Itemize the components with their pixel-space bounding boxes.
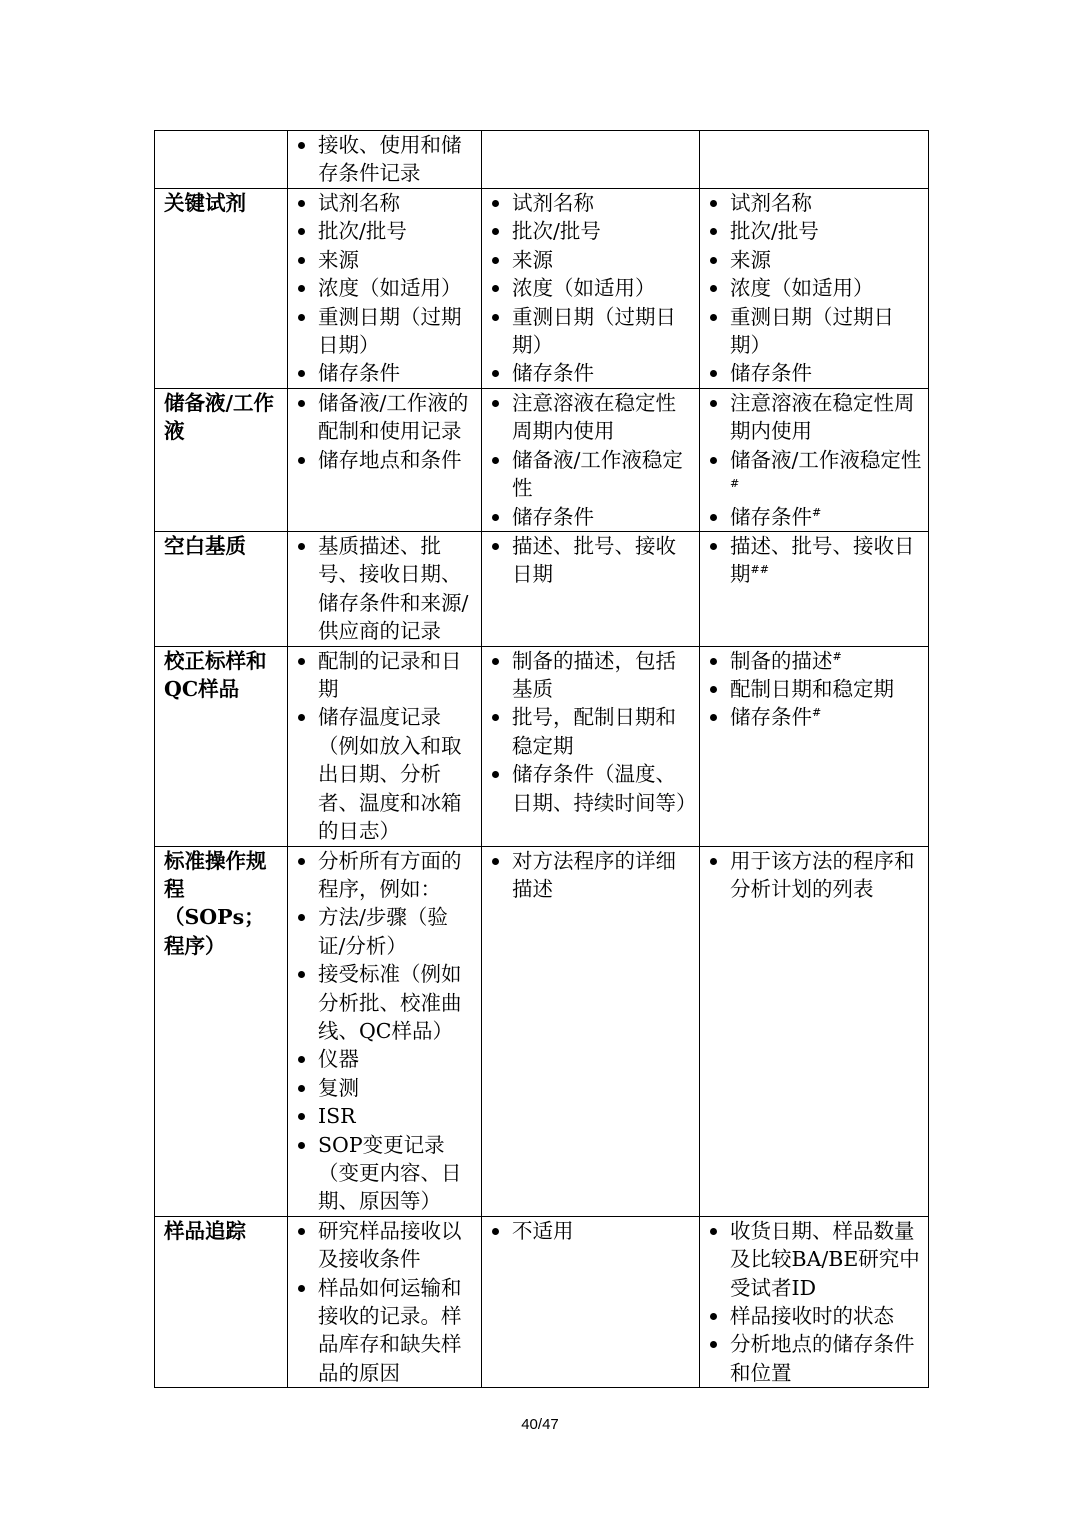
list-item (288, 131, 475, 188)
list-item (482, 847, 693, 904)
list-item (482, 217, 693, 245)
list-item-text: 样品接收时的状态 (730, 1304, 894, 1328)
list-item-text: 储存条件（温度、日期、持续时间等） (512, 762, 697, 815)
table-cell (482, 189, 700, 389)
bullet-list (700, 189, 922, 388)
list-item (700, 1217, 922, 1302)
page-number: 40/47 (521, 1416, 559, 1433)
list-item-text: 浓度（如适用） (318, 276, 462, 301)
list-item-text: 描述、批号、接收日期 (512, 534, 676, 587)
list-item-text: 研究样品接收以及接收条件 (318, 1218, 462, 1272)
bullet-list (482, 847, 693, 904)
table-row (155, 646, 929, 846)
row-label: 关键试剂 (155, 189, 288, 389)
list-item-text: 储存地点和条件 (318, 447, 462, 472)
table-cell (700, 846, 929, 1216)
list-item-text: 储存条件 (512, 361, 594, 386)
list-item-text: 试剂名称 (730, 191, 812, 215)
list-item (288, 303, 475, 360)
list-item (700, 246, 922, 274)
table-cell (482, 532, 700, 647)
list-item (700, 217, 922, 245)
list-item (482, 389, 693, 446)
footnote-marker: # (730, 477, 740, 491)
list-item (700, 189, 922, 217)
footnote-marker: # (832, 649, 842, 663)
list-item-text: 储存条件 (730, 504, 812, 529)
list-item-text: 储存温度记录（例如放入和取出日期、分析者、温度和冰箱的日志） (318, 705, 462, 844)
list-item (288, 1217, 475, 1274)
table-cell (700, 389, 929, 532)
list-item-text: 重测日期（过期日期） (512, 304, 676, 358)
bullet-list (482, 189, 693, 388)
list-item-text: 储存条件 (318, 361, 400, 386)
bullet-list (288, 389, 475, 474)
list-item (482, 189, 693, 217)
table-row (155, 131, 929, 189)
list-item (288, 1102, 475, 1130)
list-item-text: ISR (318, 1104, 356, 1129)
list-item (700, 847, 922, 904)
table-cell (700, 189, 929, 389)
list-item-text: 制备的描述 (730, 648, 833, 673)
list-item-text: 仪器 (318, 1047, 359, 1072)
table-row (155, 846, 929, 1216)
bullet-list (700, 647, 922, 732)
row-label (155, 131, 288, 189)
list-item (288, 847, 475, 904)
requirements-table (154, 130, 929, 1388)
list-item (288, 446, 475, 474)
table-row (155, 189, 929, 389)
table-cell (288, 646, 482, 846)
list-item (700, 503, 922, 531)
list-item-text: 储存条件 (730, 361, 812, 386)
list-item-text: 浓度（如适用） (730, 276, 874, 301)
bullet-list (482, 647, 697, 817)
list-item-text: 重测日期（过期日期） (318, 304, 462, 358)
list-item (700, 274, 922, 302)
row-label: 储备液/工作液 (155, 389, 288, 532)
list-item (700, 359, 922, 387)
list-item-text: 复测 (318, 1075, 359, 1100)
table-cell (482, 1216, 700, 1387)
list-item-text: 接收、使用和储存条件记录 (318, 133, 462, 186)
list-item-text: 来源 (512, 247, 553, 272)
list-item-text: 批号，配制日期和稳定期 (512, 705, 676, 758)
table-cell (288, 846, 482, 1216)
list-item (288, 647, 475, 704)
list-item (700, 1330, 922, 1387)
list-item-text: 分析所有方面的程序，例如： (318, 848, 462, 901)
table-cell (288, 189, 482, 389)
list-item-text: 接受标准（例如分析批、校准曲线、QC样品） (318, 962, 462, 1043)
list-item-text: 基质描述、批号、接收日期、储存条件和来源/供应商的记录 (318, 534, 469, 644)
list-item (482, 246, 693, 274)
list-item (288, 189, 475, 217)
list-item-text: 试剂名称 (318, 191, 400, 215)
list-item (288, 960, 475, 1045)
table-cell (700, 1216, 929, 1387)
list-item-text: 用于该方法的程序和分析计划的列表 (730, 848, 915, 901)
list-item (288, 217, 475, 245)
table-body (155, 131, 929, 1388)
table-cell (482, 131, 700, 189)
list-item (288, 274, 475, 302)
row-label: 样品追踪 (155, 1216, 288, 1387)
list-item-text: 配制日期和稳定期 (730, 677, 894, 702)
list-item-text: 来源 (318, 247, 359, 272)
table-cell (482, 646, 700, 846)
list-item-text: 收货日期、样品数量及比较BA/BE研究中受试者ID (730, 1218, 920, 1300)
list-item (482, 703, 693, 760)
list-item (288, 389, 475, 446)
list-item (288, 903, 475, 960)
table-row (155, 389, 929, 532)
list-item-text: 储存条件 (730, 705, 812, 730)
table-row (155, 532, 929, 647)
list-item (288, 1274, 475, 1388)
list-item (482, 1217, 693, 1245)
list-item-text: 储备液/工作液的配制和使用记录 (318, 391, 469, 444)
bullet-list (482, 389, 693, 531)
list-item (700, 647, 922, 675)
table-cell (482, 389, 700, 532)
list-item (288, 246, 475, 274)
bullet-list (288, 647, 475, 846)
list-item-text: 制备的描述，包括基质 (512, 648, 676, 702)
bullet-list (288, 189, 475, 388)
list-item-text: 描述、批号、接收日期 (730, 534, 915, 587)
list-item-text: SOP变更记录（变更内容、日期、原因等） (318, 1132, 462, 1214)
list-item-text: 试剂名称 (512, 191, 594, 215)
footnote-marker: # (812, 505, 822, 519)
footnote-marker: # (812, 706, 822, 720)
list-item (288, 1074, 475, 1102)
bullet-list (482, 532, 693, 589)
table-cell (288, 532, 482, 647)
table-cell (288, 389, 482, 532)
list-item (700, 303, 922, 360)
list-item (482, 446, 693, 503)
list-item-text: 注意溶液在稳定性周期内使用 (730, 391, 915, 444)
list-item (700, 446, 922, 503)
row-label: 空白基质 (155, 532, 288, 647)
list-item-text: 不适用 (512, 1218, 574, 1243)
list-item-text: 注意溶液在稳定性周期内使用 (512, 391, 676, 444)
list-item-text: 样品如何运输和接收的记录。样品库存和缺失样品的原因 (318, 1275, 462, 1385)
list-item (288, 359, 475, 387)
row-label: 标准操作规程（SOPs；程序） (155, 846, 288, 1216)
list-item (482, 303, 693, 360)
bullet-list (700, 389, 922, 531)
list-item-text: 方法/步骤（验证/分析） (318, 905, 448, 958)
bullet-list (288, 532, 475, 646)
table-cell (700, 532, 929, 647)
list-item-text: 储备液/工作液稳定性 (730, 447, 922, 472)
row-label: 校正标样和QC样品 (155, 646, 288, 846)
list-item (700, 389, 922, 446)
bullet-list (288, 1217, 475, 1387)
list-item (482, 359, 693, 387)
list-item (700, 703, 922, 731)
table-row (155, 1216, 929, 1387)
table-cell (482, 846, 700, 1216)
bullet-list (700, 1217, 922, 1387)
list-item (288, 1045, 475, 1073)
list-item (288, 703, 475, 845)
bullet-list (700, 532, 922, 589)
list-item-text: 重测日期（过期日期） (730, 304, 894, 358)
table-cell (288, 1216, 482, 1387)
list-item (700, 1302, 922, 1330)
bullet-list (288, 847, 475, 1216)
list-item-text: 来源 (730, 247, 771, 272)
table-cell (288, 131, 482, 189)
list-item (700, 532, 922, 589)
list-item (288, 532, 475, 646)
list-item-text: 配制的记录和日期 (318, 648, 462, 702)
list-item-text: 批次/批号 (730, 219, 819, 244)
list-item-text: 批次/批号 (512, 219, 601, 244)
bullet-list (482, 1217, 693, 1245)
list-item-text: 浓度（如适用） (512, 276, 656, 301)
list-item (482, 274, 693, 302)
bullet-list (288, 131, 475, 188)
list-item-text: 储存条件 (512, 504, 594, 529)
list-item (482, 532, 693, 589)
list-item-text: 对方法程序的详细描述 (512, 848, 676, 901)
list-item (482, 503, 693, 531)
table-cell (700, 646, 929, 846)
list-item-text: 分析地点的储存条件和位置 (730, 1332, 915, 1385)
table-cell (700, 131, 929, 189)
list-item (700, 675, 922, 703)
list-item-text: 储备液/工作液稳定性 (512, 447, 683, 501)
list-item (288, 1131, 475, 1216)
list-item (482, 647, 693, 704)
footnote-marker: ## (750, 563, 769, 577)
bullet-list (700, 847, 922, 904)
list-item-text: 批次/批号 (318, 219, 407, 244)
list-item (482, 760, 697, 817)
